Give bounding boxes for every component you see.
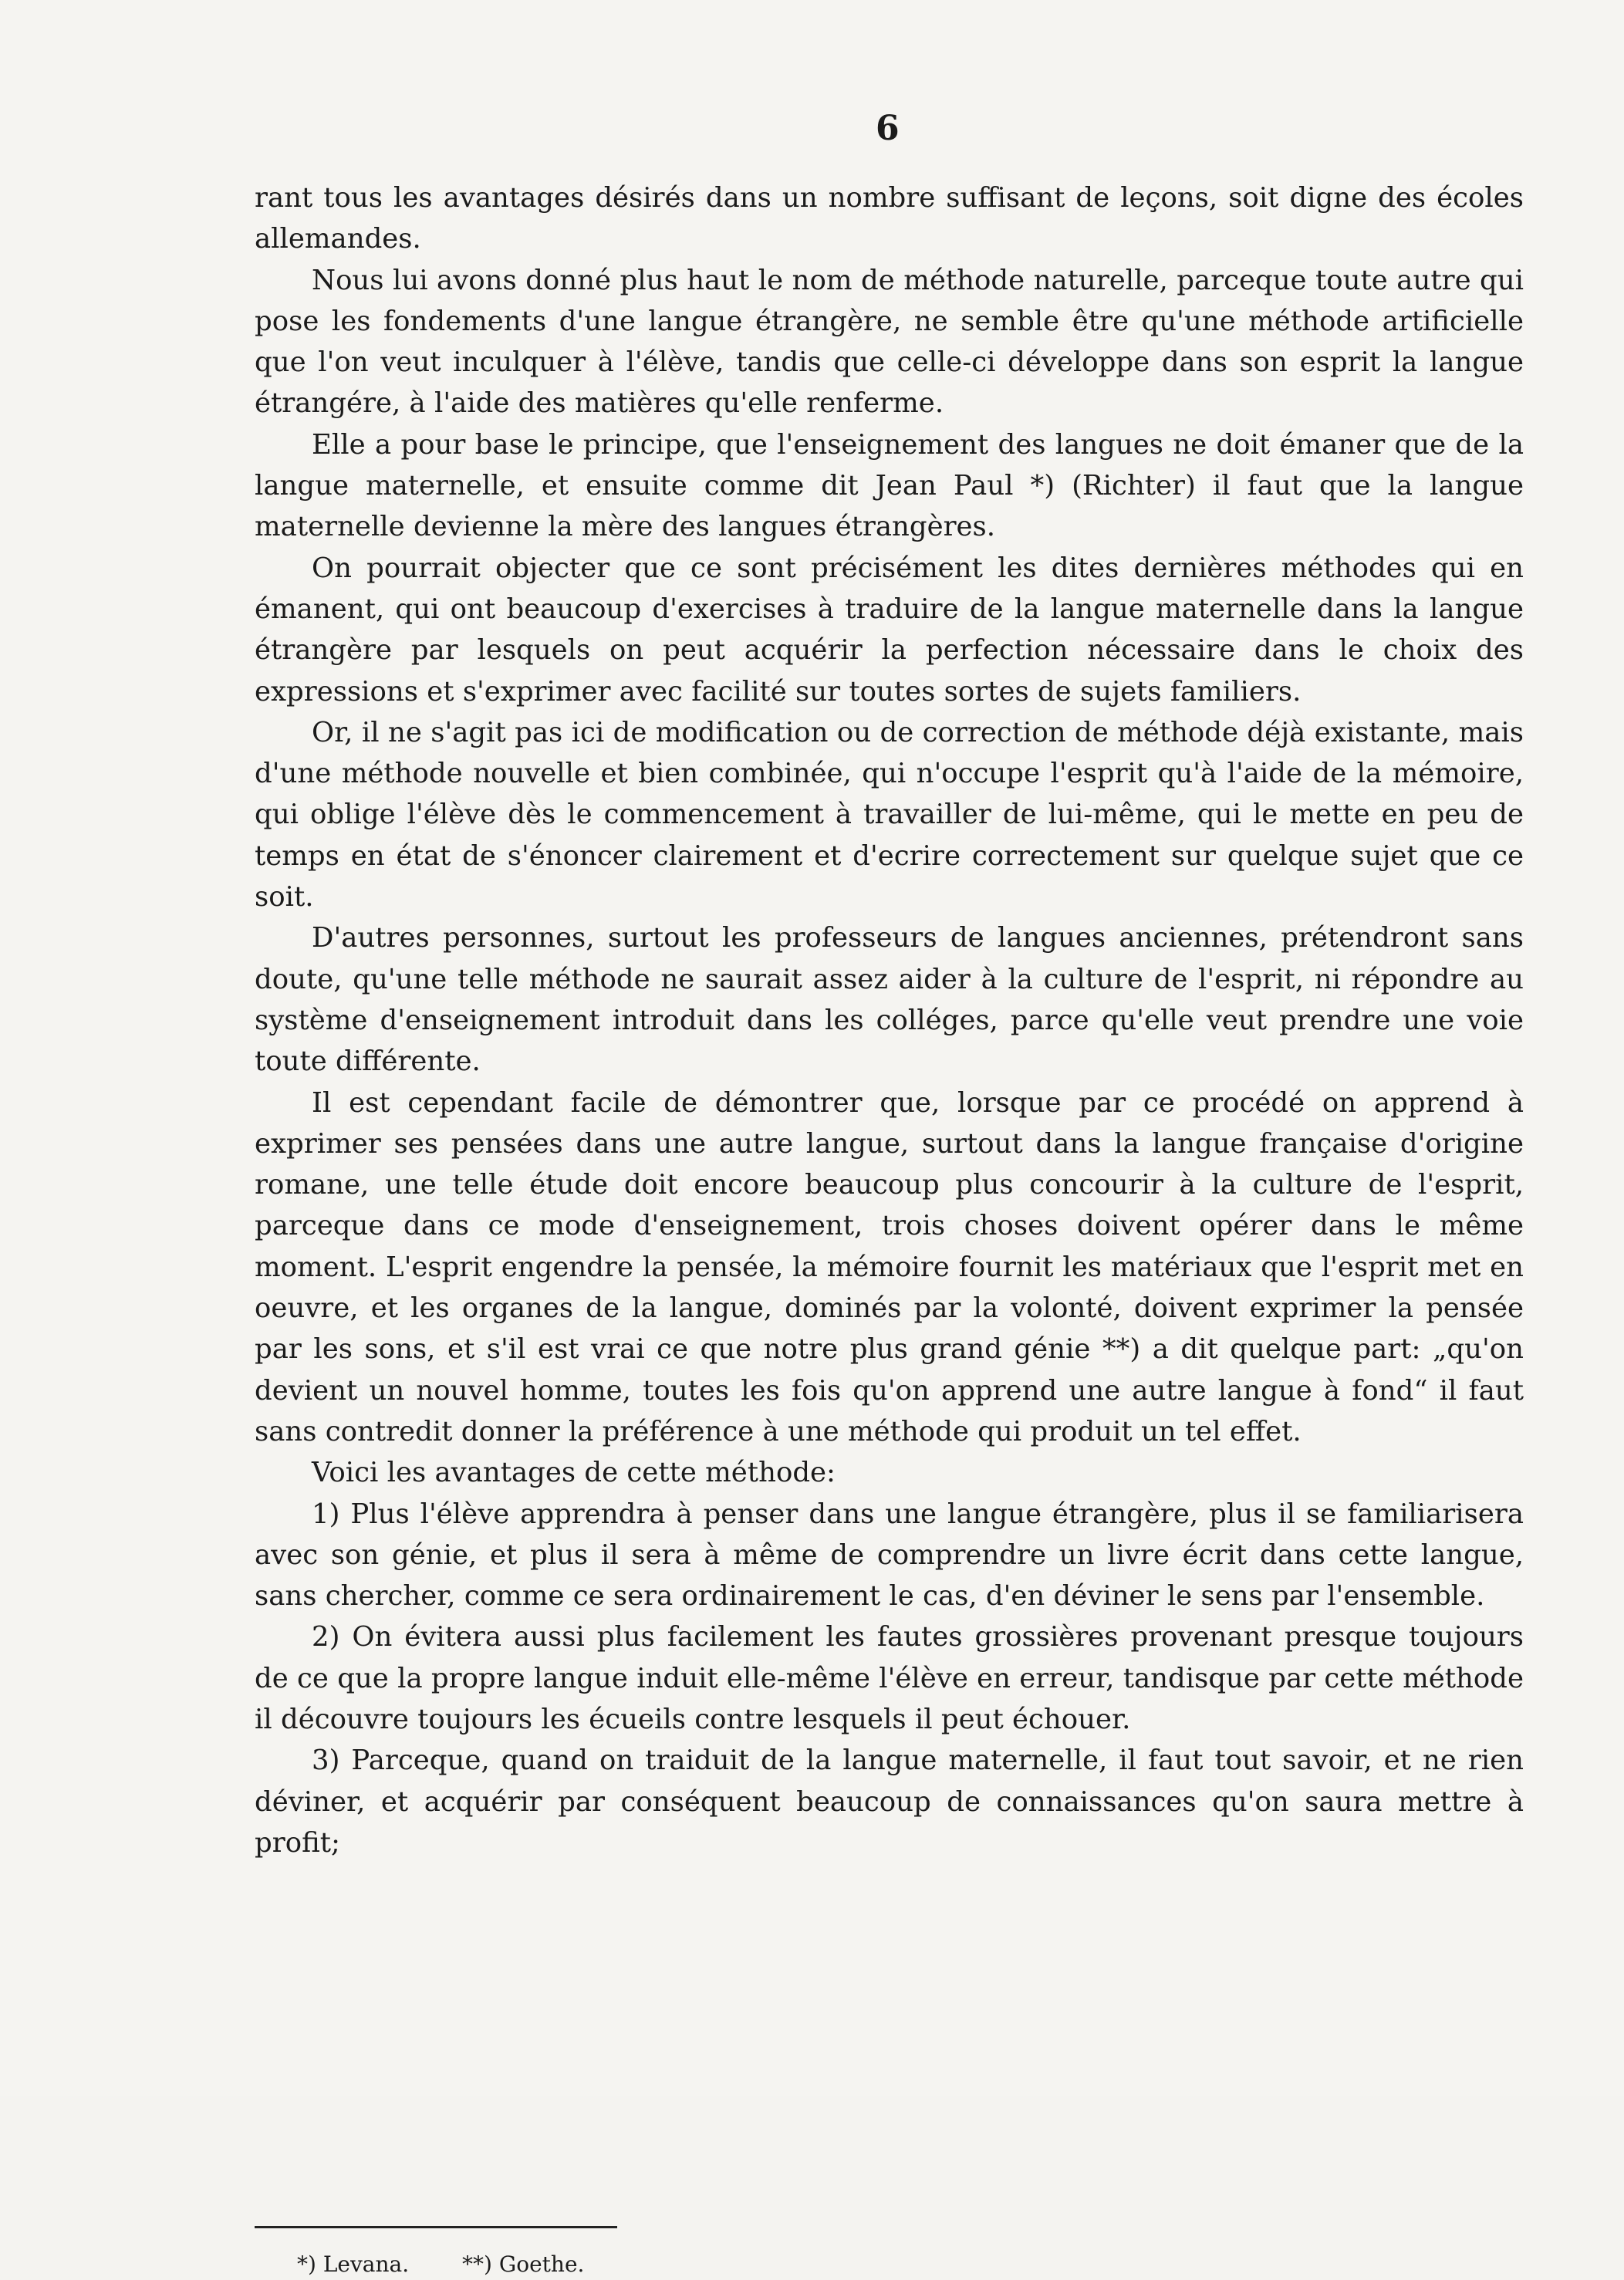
list-item-2: 2) On évitera aussi plus facilement les fautes grossières provenant presque toujours de ce que la propre langue induit elle-même l'élève en erreur, tandisque par cette méthode il découvre toujours les écueils contre lesquels il peut échouer.: [255, 1621, 1524, 1735]
list-item-1: 1) Plus l'élève apprendra à penser dans une langue étrangère, plus il se familiarisera avec son génie, et plus il sera à même de comprendre un livre écrit dans cette langue, sans chercher, comme ce sera ordinairement le cas, d'en déviner le sens par l'ensemble.: [255, 1498, 1524, 1613]
paragraph: Or, il ne s'agit pas ici de modification ou de correction de méthode déjà existante, mais d'une méthode nouvelle et bien combinée, qui n'occupe l'esprit qu'à l'aide de la mémoire, qui oblige l'élève dès le commencement à travailler de lui-même, qui le mette en peu de temps en état de s'énoncer clairement et d'ecrire correctement sur quelque sujet que ce soit.: [255, 716, 1524, 914]
list-item-3: 3) Parceque, quand on traiduit de la langue maternelle, il faut tout savoir, et ne rien déviner, et acquérir par conséquent beaucoup de connaissances qu'on saura mettre à profit;: [255, 1745, 1524, 1859]
paragraph: On pourrait objecter que ce sont précisément les dites dernières méthodes qui en émanent, qui ont beaucoup d'exercises à traduire de la langue maternelle dans la langue étrangère par lesquels on peut acquérir la perfection nécessaire dans le choix des expressions et s'exprimer avec facilité sur toutes sortes de sujets familiers.: [255, 552, 1524, 708]
footnotes: [297, 2249, 630, 2280]
page-number: 6: [876, 109, 900, 148]
footnote-levana: *) Levana.: [297, 2251, 410, 2277]
footnote-goethe: **) Goethe.: [462, 2251, 585, 2277]
paragraph: Il est cependant facile de démontrer que, lorsque par ce procédé on apprend à exprimer ses pensées dans une autre langue, surtout dans la langue française d'origine romane, une telle étude doit encore beaucoup plus concourir à la culture de l'esprit, parceque dans ce mode d'enseignement, trois choses doivent opérer dans le même moment. L'esprit engendre la pensée, la mémoire fournit les matériaux que l'esprit met en oeuvre, et les organes de la langue, dominés par la volonté, doivent exprimer la pensée par les sons, et s'il est vrai ce que notre plus grand génie **) a dit quelque part: „qu'on devient un nouvel homme, toutes les fois qu'on apprend une autre langue à fond“ il faut sans contredit donner la préférence à une méthode qui produit un tel effet.: [255, 1086, 1524, 1447]
paragraph: Elle a pour base le principe, que l'enseignement des langues ne doit émaner que de la langue maternelle, et ensuite comme dit Jean Paul *) (Richter) il faut que la langue maternelle devienne la mère des langues étrangères.: [255, 428, 1524, 543]
footnote-divider: [255, 2226, 617, 2228]
body-text: [255, 177, 1524, 1863]
paragraph: D'autres personnes, surtout les professeurs de langues anciennes, prétendront sans doute, qu'une telle méthode ne saurait assez aider à la culture de l'esprit, ni répondre au système d'enseignement introduit dans les colléges, parce qu'elle veut prendre une voie toute différente.: [255, 922, 1524, 1078]
paragraph-continuation: rant tous les avantages désirés dans un nombre suffisant de leçons, soit digne des écoles allemandes.: [255, 182, 1524, 255]
paragraph-list-intro: Voici les avantages de cette méthode:: [312, 1457, 836, 1489]
paragraph: Nous lui avons donné plus haut le nom de méthode naturelle, parceque toute autre qui pose les fondements d'une langue étrangère, ne semble être qu'une méthode artificielle que l'on veut inculquer à l'élève, tandis que celle-ci développe dans son esprit la langue étrangére, à l'aide des matières qu'elle renferme.: [255, 264, 1524, 420]
